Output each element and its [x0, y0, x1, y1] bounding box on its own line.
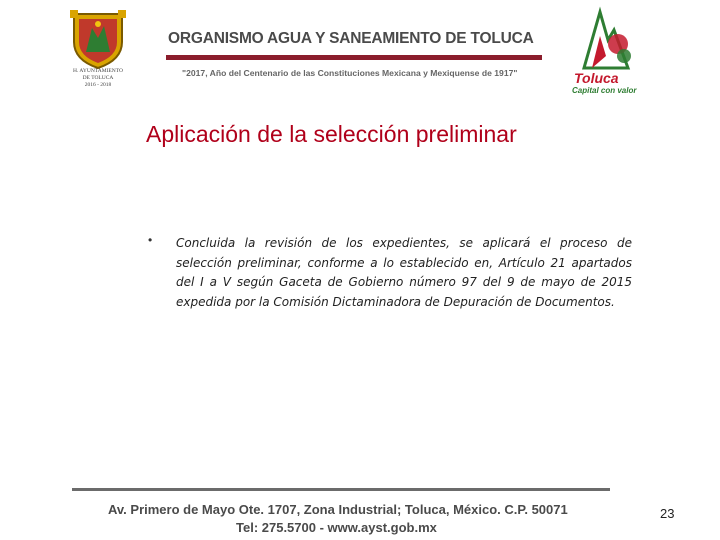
- crest-caption-line: 2016 - 2018: [84, 82, 112, 88]
- footer-address: Av. Primero de Mayo Ote. 1707, Zona Industrial; Toluca, México. C.P. 50071: [108, 502, 568, 517]
- page-number: 23: [660, 506, 675, 521]
- logo-name: Toluca: [574, 70, 619, 86]
- organization-title: ORGANISMO AGUA Y SANEAMIENTO DE TOLUCA: [168, 30, 534, 47]
- footer-divider: [72, 488, 610, 491]
- crest-caption-line: H. AYUNTAMIENTO: [73, 68, 123, 74]
- crest-caption: [58, 68, 138, 89]
- footer-contact: Tel: 275.5700 - www.ayst.gob.mx: [236, 520, 437, 535]
- logo-tagline: Capital con valor: [572, 86, 637, 95]
- slide-title: Aplicación de la selección preliminar: [146, 121, 517, 147]
- toluca-logo-icon: [568, 6, 640, 72]
- bullet-text: Concluida la revisión de los expedientes, se aplicará el proceso de selección preliminar, conforme a lo establecido en, Artículo 21 apartados del I a V según Gaceta de Gobierno número 97 del 9 de mayo de 2015 expedida por la Comisión Dictaminadora de Depuración de Documentos.: [176, 236, 632, 309]
- crest-caption-line: DE TOLUCA: [82, 75, 114, 81]
- bullet-marker: •: [148, 233, 153, 247]
- header-divider: [166, 55, 542, 60]
- header-motto: "2017, Año del Centenario de las Constituciones Mexicana y Mexiquense de 1917": [182, 68, 518, 78]
